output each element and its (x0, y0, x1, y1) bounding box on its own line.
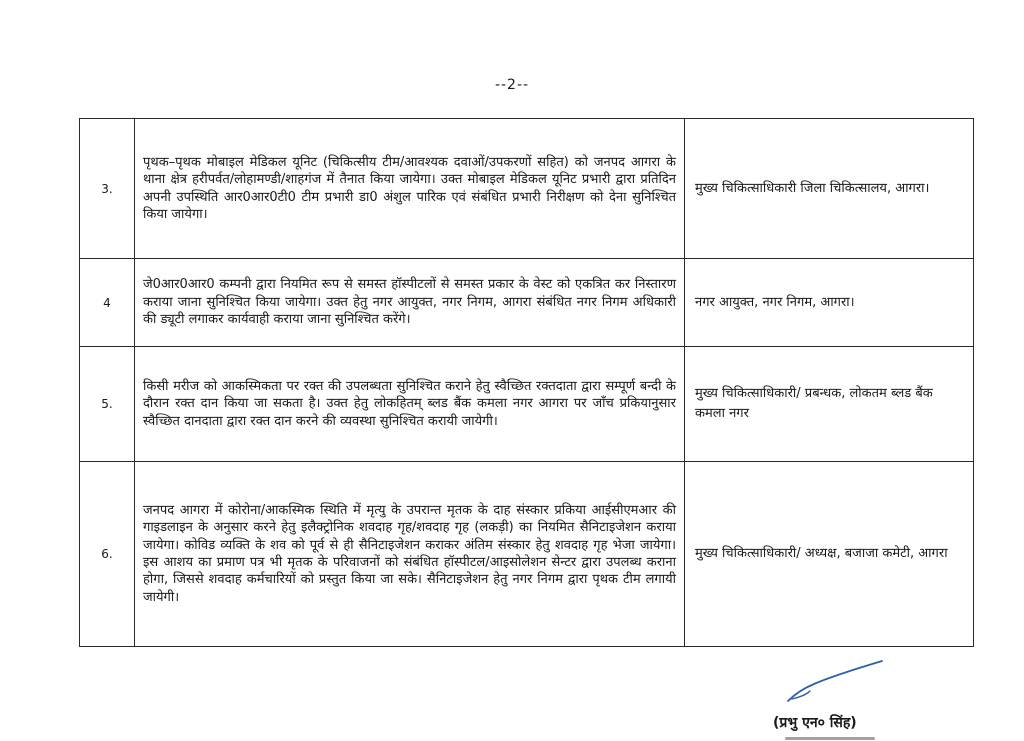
serial-number: 6. (80, 462, 135, 647)
table-row (80, 462, 974, 647)
task-description: जे0आर0आर0 कम्पनी द्वारा नियमित रूप से समस्त हॉस्पीटलों से समस्त प्रकार के वेस्ट को एकत्रित कर निस्तारण कराया जाना सुनिश्चित किया जायेगा। उक्त हेतु नगर आयुक्त, नगर निगम, आगरा संबंधित नगर निगम अधिकारी की ड्यूटी लगाकर कार्यवाही कराया जाना सुनिश्चित करेंगे। (135, 259, 685, 347)
serial-number: 4 (80, 259, 135, 347)
task-description: किसी मरीज को आकस्मिकता पर रक्त की उपलब्धता सुनिश्चित कराने हेतु स्वैच्छित रक्तदाता द्वारा सम्पूर्ण बन्दी के दौरान रक्त दान किया जा सकता है। उक्त हेतु लोकहितम् ब्लड बैंक कमला नगर आगरा पर जाँच प्रकियानुसार स्वैच्छित दानदाता द्वारा रक्त दान करने की व्यवस्था सुनिश्चित करायी जायेगी। (135, 347, 685, 462)
responsible-officer: मुख्य चिकित्साधिकारी जिला चिकित्सालय, आगरा। (685, 119, 974, 259)
serial-number: 3. (80, 119, 135, 259)
serial-number: 5. (80, 347, 135, 462)
signature-scribble (780, 655, 890, 710)
table-row (80, 347, 974, 462)
responsible-officer: मुख्य चिकित्साधिकारी/ प्रबन्धक, लोकतम ब्लड बैंक कमला नगर (685, 347, 974, 462)
responsible-officer: नगर आयुक्त, नगर निगम, आगरा। (685, 259, 974, 347)
page-number: --2-- (494, 77, 530, 93)
table-row (80, 259, 974, 347)
table-row (80, 119, 974, 259)
signatory-name: (प्रभु एन० सिंह) (773, 715, 857, 731)
responsibility-table (79, 118, 974, 647)
task-description: पृथक–पृथक मोबाइल मेडिकल यूनिट (चिकित्सीय टीम/आवश्यक दवाओं/उपकरणों सहित) को जनपद आगरा के थाना क्षेत्र हरीपर्वत/लोहामण्डी/शाहगंज में तैनात किया जायेगा। उक्त मोबाइल मेडिकल यूनिट प्रभारी द्वारा प्रतिदिन अपनी उपस्थिति आर0आर0टी0 टीम प्रभारी डा0 अंशुल पारिक एवं संबंधित प्रभारी निरीक्षण को देना सुनिश्चित किया जायेगा। (135, 119, 685, 259)
task-description: जनपद आगरा में कोरोना/आकस्मिक स्थिति में मृत्यु के उपरान्त मृतक के दाह संस्कार प्रकिया आईसीएमआर की गाइडलाइन के अनुसार करने हेतु इलैक्ट्रोनिक शवदाह गृह/शवदाह गृह (लकड़ी) का नियमित सैनिटाइजेशन कराया जायेगा। कोविड व्यक्ति के शव को पूर्व से ही सैनिटाइजेशन कराकर अंतिम संस्कार हेतु शवदाह गृह भेजा जायेगा। इस आशय का प्रमाण पत्र भी मृतक के परिवाजनों को संबंधित हॉस्पीटल/आइसोलेशन सेन्टर द्वारा उपलब्ध कराना होगा, जिससे शवदाह कर्मचारियों को प्रस्तुत किया जा सके। सैनिटाइजेशन हेतु नगर निगम द्वारा पृथक टीम लगायी जायेगी। (135, 462, 685, 647)
responsible-officer: मुख्य चिकित्साधिकारी/ अध्यक्ष, बजाजा कमेटी, आगरा (685, 462, 974, 647)
signatory-title-cut-off (785, 734, 875, 741)
